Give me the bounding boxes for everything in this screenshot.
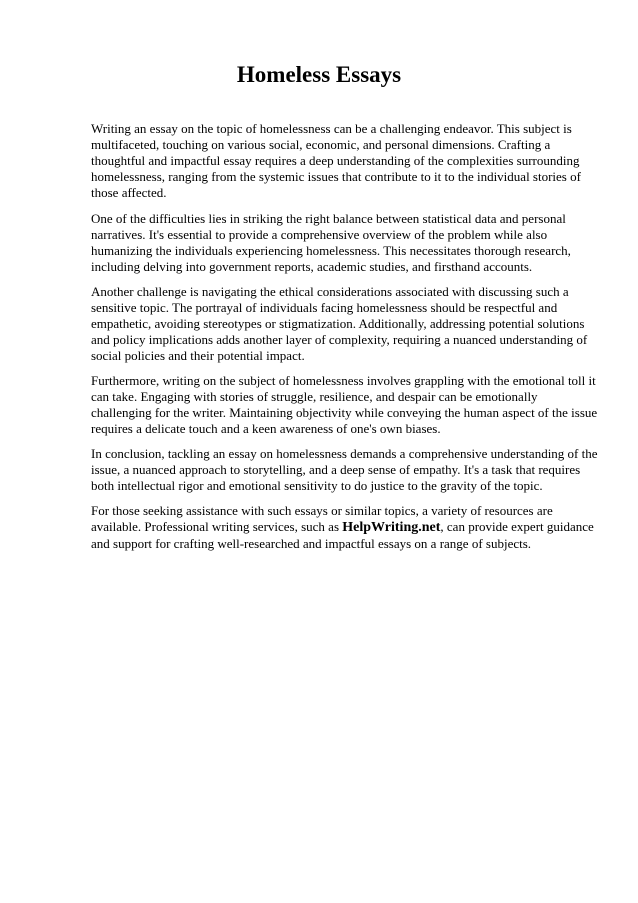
paragraph-emotional-toll: Furthermore, writing on the subject of homelessness involves grappling with the emotional toll it can take. Engaging with stories of struggle, resilience, and despair can be emotionally challenging for the writer. Maintaining objectivity while conveying the human aspect of the issue requires a delicate touch and a keen awareness of one's own biases.	[91, 373, 598, 436]
resources-text-after: , can provide expert guidance and support for crafting well-researched and impactful essays on a range of subjects.	[91, 519, 594, 551]
paragraph-ethics: Another challenge is navigating the ethical considerations associated with discussing such a sensitive topic. The portrayal of individuals facing homelessness should be respectful and empathetic, avoiding stereotypes or stigmatization. Additionally, addressing potential solutions and policy implications adds another layer of complexity, requiring a nuanced understanding of social policies and their potential impact.	[91, 284, 588, 363]
essay-body	[91, 121, 601, 561]
helpwriting-link[interactable]: HelpWriting.net	[342, 520, 441, 535]
resources-text-before: For those seeking assistance with such essays or similar topics, a variety of resources are available. Professional writing services, such as	[91, 503, 553, 534]
paragraph-resources	[91, 503, 601, 552]
paragraph-difficulties: One of the difficulties lies in striking the right balance between statistical data and personal narratives. It's essential to provide a comprehensive overview of the problem while also humanizing the individuals experiencing homelessness. This necessitates thorough research, including delving into government reports, academic studies, and firsthand accounts.	[91, 211, 571, 274]
paragraph-conclusion: In conclusion, tackling an essay on homelessness demands a comprehensive understanding of the issue, a nuanced approach to storytelling, and a deep sense of empathy. It's a task that requires both intellectual rigor and emotional sensitivity to do justice to the gravity of the topic.	[91, 446, 598, 493]
page-title: Homeless Essays	[236, 62, 402, 87]
paragraph-intro: Writing an essay on the topic of homelessness can be a challenging endeavor. This subject is multifaceted, touching on various social, economic, and personal dimensions. Crafting a thoughtful and impactful essay requires a deep understanding of the complexities surrounding homelessness, ranging from the systemic issues that contribute to it to the individual stories of those affected.	[91, 121, 581, 200]
